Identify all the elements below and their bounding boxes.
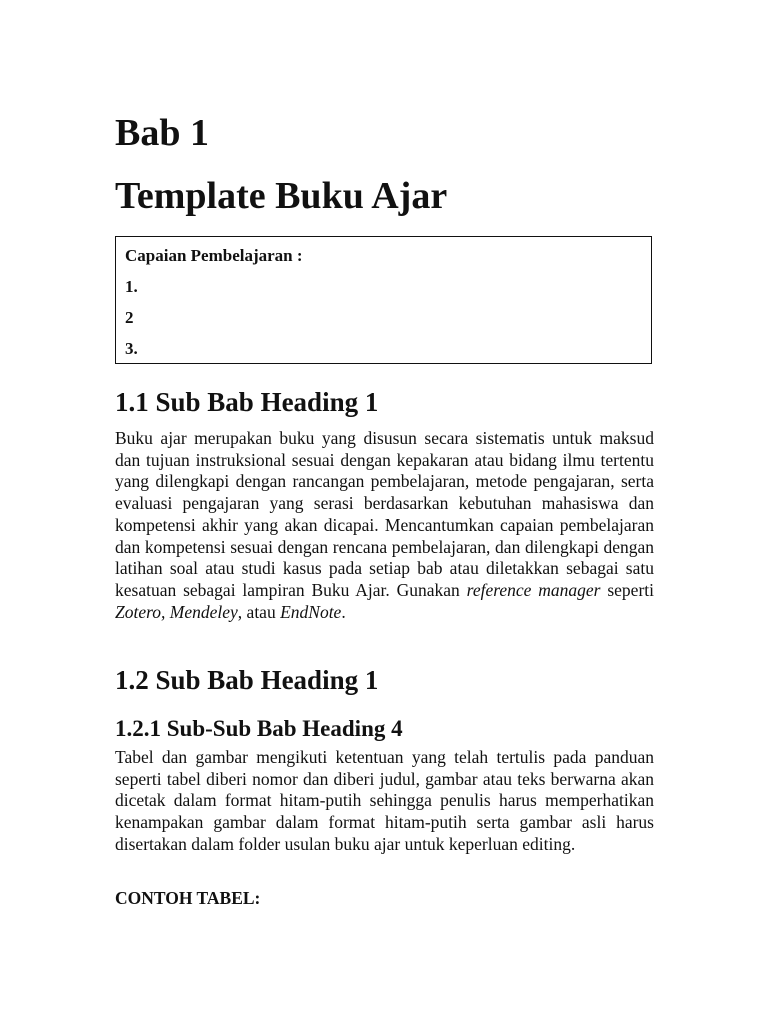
- section-heading-1-2: 1.2 Sub Bab Heading 1: [115, 665, 379, 695]
- chapter-number: Bab 1: [115, 112, 209, 154]
- paragraph-text: seperti: [607, 579, 655, 600]
- italic-term: EndNote: [280, 601, 342, 622]
- paragraph-text: Buku ajar merupakan buku yang disusun secara sistematis untuk maksud dan tujuan instruksional sesuai dengan kepakaran atau bidang ilmu tertentu yang dilengkapi dengan rancangan pembelajaran, metode pengajaran, serta evaluasi pengajaran yang serasi berdasarkan kebutuhan mahasiswa dan kompetensi akhir yang akan dicapai. Mencantumkan capaian pembelajaran dan kompetensi sesuai dengan rencana pembelajaran, dan dilengkapi dengan latihan soal atau studi kasus pada setiap bab atau diletakkan sebagai satu kesatuan sebagai lampiran Buku Ajar. Gunakan: [115, 428, 654, 600]
- learning-outcome-item: 3.: [125, 339, 138, 358]
- italic-term: reference manager: [466, 579, 601, 600]
- section-1-2-1-paragraph: Tabel dan gambar mengikuti ketentuan yang telah tertulis pada panduan seperti tabel diberi nomor dan diberi judul, gambar atau teks berwarna akan dicetak dalam format hitam-putih sehingga penulis harus memperhatikan kenampakan gambar dalam format hitam-putih serta gambar asli harus disertakan dalam folder usulan buku ajar untuk keperluan editing.: [115, 747, 654, 854]
- learning-outcomes-heading: Capaian Pembelajaran :: [125, 246, 303, 265]
- paragraph-text: , atau: [237, 601, 276, 622]
- learning-outcomes-box: [115, 236, 652, 364]
- learning-outcome-item: 2: [125, 308, 134, 327]
- subsection-heading-1-2-1: 1.2.1 Sub-Sub Bab Heading 4: [115, 716, 403, 741]
- paragraph-text: .: [341, 601, 346, 622]
- section-1-1-paragraph: [115, 428, 654, 623]
- italic-term: Zotero, Mendeley: [115, 601, 238, 622]
- example-table-label: CONTOH TABEL:: [115, 888, 261, 908]
- learning-outcome-item: 1.: [125, 277, 138, 296]
- chapter-title: Template Buku Ajar: [115, 175, 448, 217]
- section-heading-1-1: 1.1 Sub Bab Heading 1: [115, 387, 379, 417]
